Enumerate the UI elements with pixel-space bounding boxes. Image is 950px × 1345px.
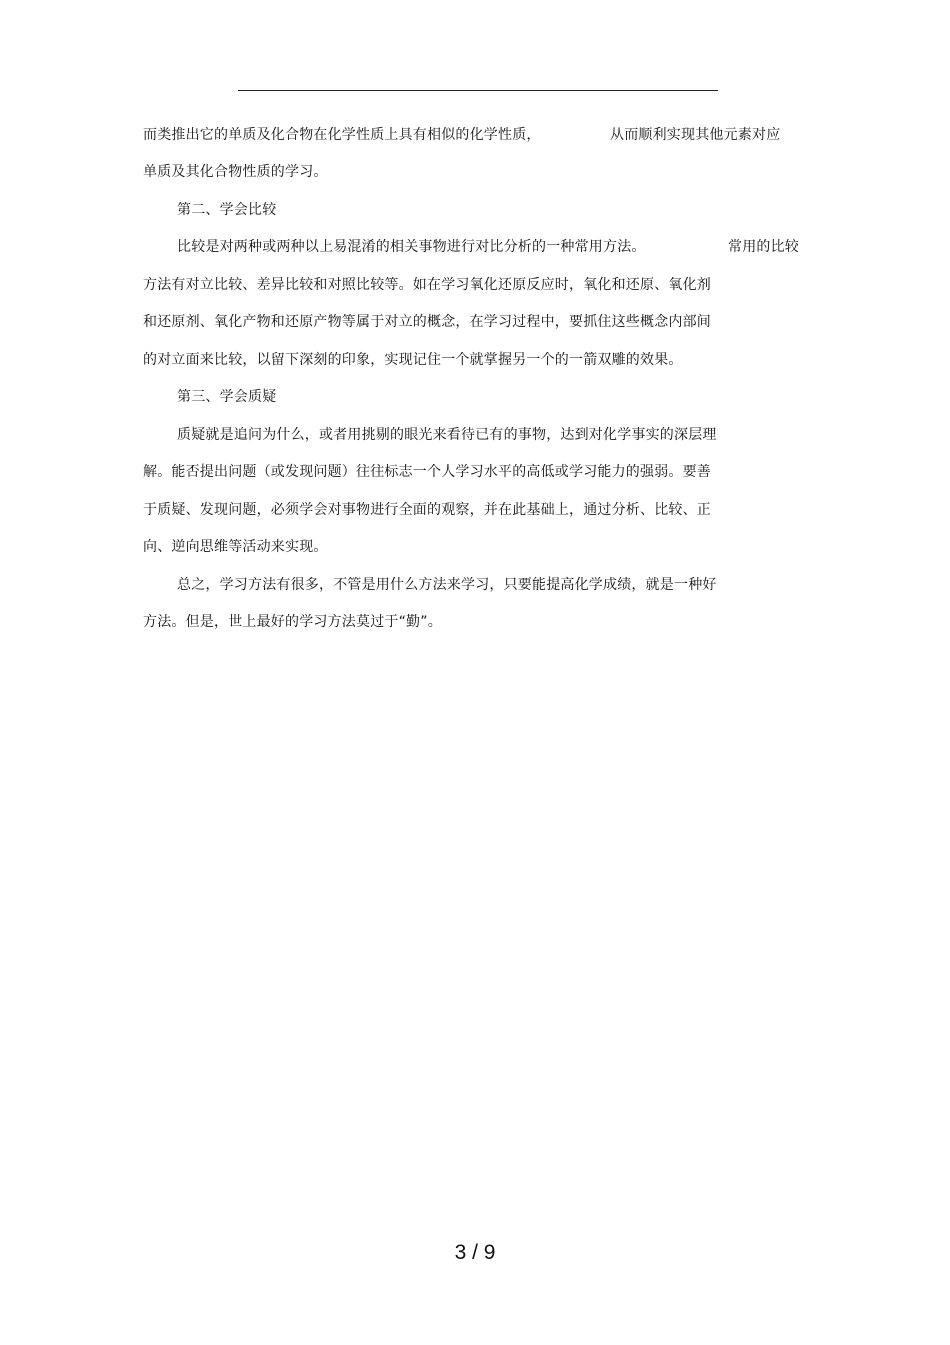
header-rule bbox=[238, 90, 718, 91]
section-heading: 第三、学会质疑 bbox=[177, 389, 277, 405]
text-line: 方法有对立比较、差异比较和对照比较等。如在学习氧化还原反应时，氧化和还原、氧化剂 bbox=[143, 277, 711, 293]
text-line: 比较是对两种或两种以上易混淆的相关事物进行对比分析的一种常用方法。 bbox=[177, 239, 646, 255]
text-line: 质疑就是追问为什么，或者用挑剔的眼光来看待已有的事物，达到对化学事实的深层理 bbox=[177, 427, 717, 443]
text-line: 向、逆向思维等活动来实现。 bbox=[143, 539, 328, 555]
text-line: 的对立面来比较，以留下深刻的印象，实现记住一个就掌握另一个的一箭双雕的效果。 bbox=[143, 352, 683, 368]
section-heading: 第二、学会比较 bbox=[177, 202, 277, 218]
page-number: 3 / 9 bbox=[454, 1241, 496, 1264]
text-line: 单质及其化合物性质的学习。 bbox=[143, 164, 328, 180]
text-line: 总之，学习方法有很多，不管是用什么方法来学习，只要能提高化学成绩，就是一种好 bbox=[177, 577, 717, 593]
text-line-fragment: 常用的比较 bbox=[728, 239, 799, 255]
text-line: 而类推出它的单质及化合物在化学性质上具有相似的化学性质， bbox=[143, 127, 541, 143]
text-line: 和还原剂、氧化产物和还原产物等属于对立的概念，在学习过程中，要抓住这些概念内部间 bbox=[143, 314, 711, 330]
text-line-fragment: 从而顺利实现其他元素对应 bbox=[610, 127, 781, 143]
text-line: 解。能否提出问题（或发现问题）往往标志一个人学习水平的高低或学习能力的强弱。要善 bbox=[143, 464, 711, 480]
text-line: 于质疑、发现问题，必须学会对事物进行全面的观察，并在此基础上，通过分析、比较、正 bbox=[143, 502, 711, 518]
text-line: 方法。但是，世上最好的学习方法莫过于“勤”。 bbox=[143, 614, 442, 630]
